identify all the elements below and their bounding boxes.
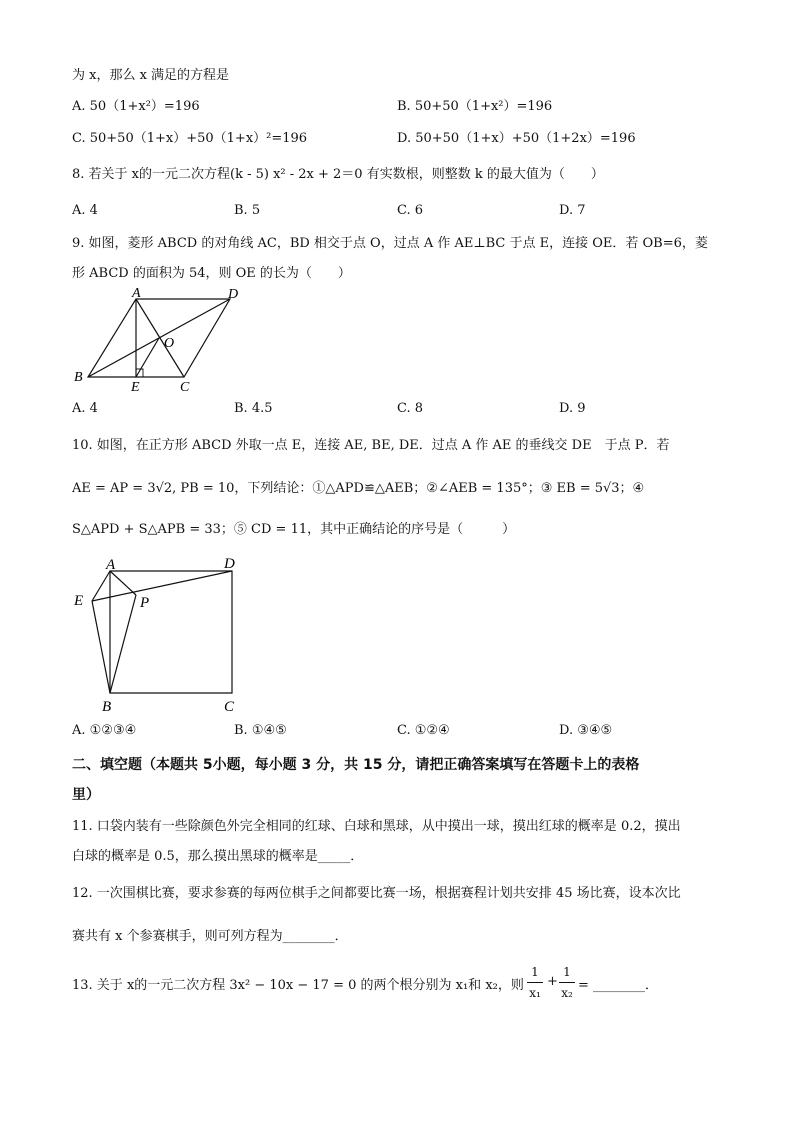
label-b: B: [74, 370, 83, 385]
label-d: D: [224, 556, 235, 572]
q10-option-d: D. ③④⑤: [559, 723, 613, 738]
square-figure: [72, 553, 252, 718]
label-o: O: [164, 336, 175, 351]
q7-option-a: A. 50（1+x²）=196: [72, 99, 200, 114]
label-c: C: [224, 699, 235, 715]
fraction1-denominator: x₁: [529, 986, 541, 1000]
q10-option-b: B. ①④⑤: [234, 723, 287, 738]
label-c: C: [180, 380, 190, 395]
segment-de: [92, 571, 232, 601]
fraction2-bar: [559, 982, 575, 983]
q12-stem-line1: 12. 一次围棋比赛，要求参赛的每两位棋手之间都要比赛一场，根据赛程计划共安排 45 场比赛，设本次比: [72, 886, 681, 901]
label-e: E: [74, 593, 84, 609]
label-b: B: [102, 699, 112, 715]
label-a: A: [132, 287, 141, 301]
q7-option-b: B. 50+50（1+x²）=196: [397, 99, 553, 114]
q7-stem-continuation: 为 x，那么 x 满足的方程是: [72, 68, 230, 83]
q8-option-c: C. 6: [397, 203, 424, 218]
q13-stem: 13. 关于 x的一元二次方程 3x² − 10x − 17 = 0 的两个根分别为 x₁和 x₂，则: [72, 978, 524, 993]
fraction2-denominator: x₂: [561, 986, 573, 1000]
fraction1-bar: [527, 982, 543, 983]
label-a: A: [106, 557, 116, 573]
q8-option-d: D. 7: [559, 203, 586, 218]
q10-stem-line1: 10. 如图，在正方形 ABCD 外取一点 E，连接 AE, BE, DE．过点 A 作 AE 的垂线交 DE 于点 P．若: [72, 438, 670, 453]
label-e: E: [131, 380, 140, 395]
segment-pb: [110, 595, 136, 693]
segment-be: [92, 601, 110, 693]
label-d: D: [228, 287, 239, 302]
q8-option-a: A. 4: [72, 203, 98, 218]
section-heading-fill-in: 二、填空题（本题共 5小题，每小题 3 分，共 15 分，请把正确答案填写在答题卡上的表格: [72, 757, 640, 773]
segment-ae: [92, 571, 110, 601]
section-heading-fill-in-cont: 里）: [72, 787, 100, 803]
rhombus-figure: [72, 287, 252, 395]
fraction2-numerator: 1: [563, 965, 571, 979]
q8-stem: 8. 若关于 x的一元二次方程(k - 5) x² - 2x + 2＝0 有实数根，则整数 k 的最大值为（ ）: [72, 167, 604, 182]
q9-stem-line1: 9. 如图，菱形 ABCD 的对角线 AC，BD 相交于点 O，过点 A 作 AE⊥BC 于点 E，连接 OE．若 OB=6，菱: [72, 236, 708, 251]
q9-option-b: B. 4.5: [234, 401, 273, 416]
q10-stem-line2: AE = AP = 3√2, PB = 10，下列结论：①△APD≌△AEB；②∠AEB = 135°；③ EB = 5√3；④: [72, 481, 645, 496]
q9-stem-line2: 形 ABCD 的面积为 54，则 OE 的长为（ ）: [72, 266, 351, 281]
q10-option-a: A. ①②③④: [72, 723, 137, 738]
q9-option-c: C. 8: [397, 401, 424, 416]
q7-option-d: D. 50+50（1+x）+50（1+2x）=196: [397, 131, 636, 146]
q13-answer-blank: = ________．: [578, 978, 659, 993]
q7-option-c: C. 50+50（1+x）+50（1+x）²=196: [72, 131, 308, 146]
q9-option-d: D. 9: [559, 401, 586, 416]
segment-ap: [110, 571, 136, 595]
q11-stem-line1: 11. 口袋内装有一些除颜色外完全相同的红球、白球和黑球，从中摸出一球，摸出红球的概率是 0.2，摸出: [72, 819, 681, 834]
square-outline: [110, 571, 232, 693]
label-p: P: [140, 595, 150, 611]
q12-stem-line2: 赛共有 x 个参赛棋手，则可列方程为________．: [72, 929, 348, 944]
q11-stem-line2: 白球的概率是 0.5，那么摸出黑球的概率是_____．: [72, 849, 364, 864]
plus-sign: +: [547, 974, 558, 989]
q9-option-a: A. 4: [72, 401, 98, 416]
q10-option-c: C. ①②④: [397, 723, 450, 738]
fraction1-numerator: 1: [531, 965, 539, 979]
q8-option-b: B. 5: [234, 203, 261, 218]
q10-stem-line3: S△APD + S△APB = 33；⑤ CD = 11，其中正确结论的序号是（ ）: [72, 522, 516, 537]
